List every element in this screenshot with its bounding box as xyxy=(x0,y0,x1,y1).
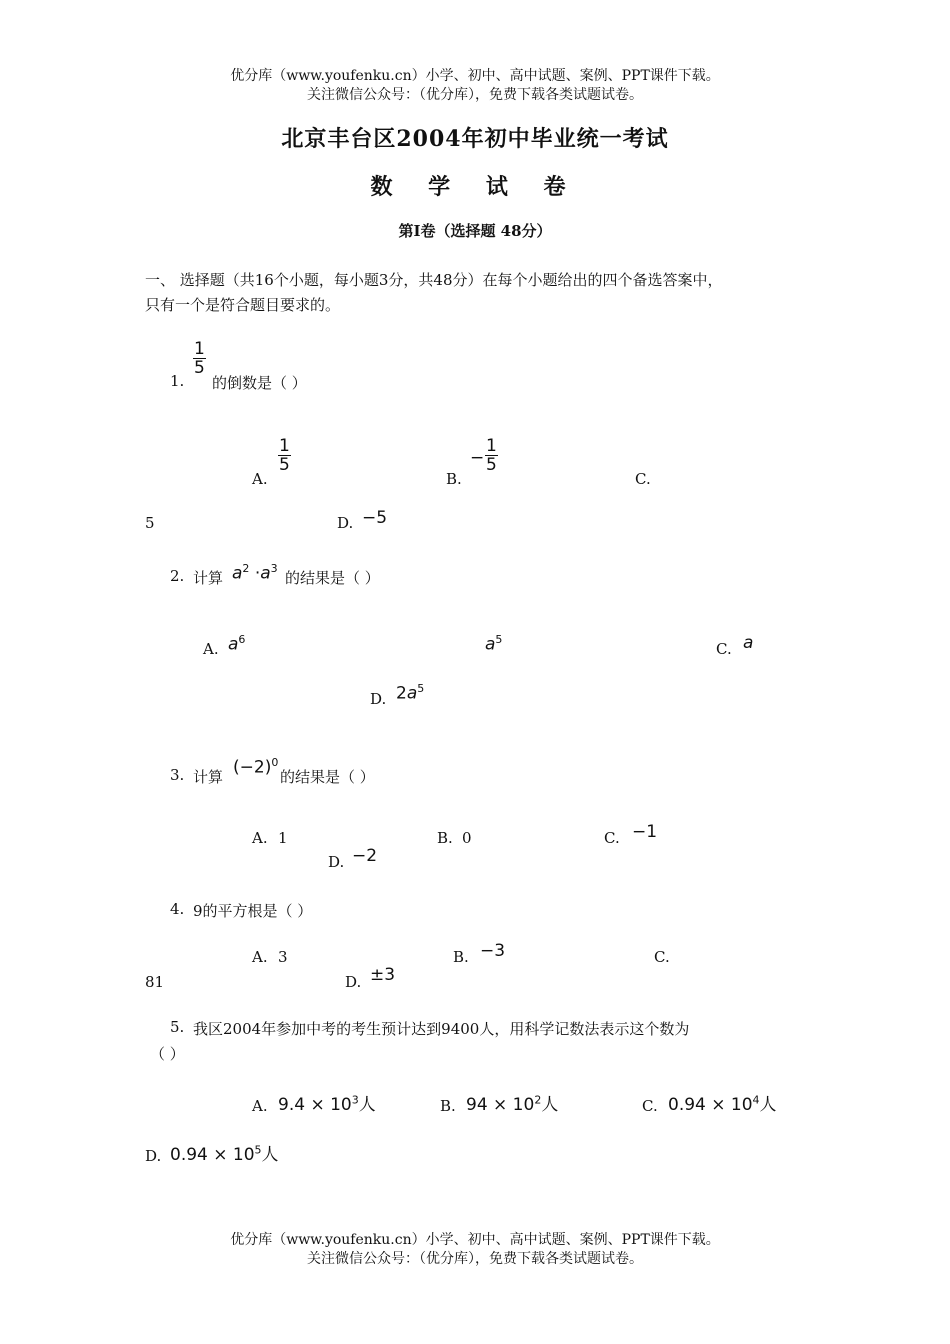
q1-option-b-label: B. xyxy=(446,470,462,488)
q3-option-d-value: −2 xyxy=(352,846,378,866)
section-heading: 第I卷（选择题 48分） xyxy=(398,222,552,240)
q5-option-d-unit: 人 xyxy=(261,1145,279,1165)
q1-fraction-denominator: 5 xyxy=(194,358,205,378)
q4-option-b-label: B. xyxy=(453,948,469,966)
q5-option-d-mantissa: 0.94 × 10 xyxy=(170,1145,255,1165)
q3-option-a-label: A. xyxy=(252,829,268,847)
q1-number: 1. xyxy=(170,372,185,390)
q1-option-a-label: A. xyxy=(252,470,268,488)
q2-option-b-base: a xyxy=(485,634,496,655)
q3-option-c-value: −1 xyxy=(632,822,658,842)
q1-option-d-label: D. xyxy=(337,514,354,532)
q2-option-a-exponent: 6 xyxy=(238,633,246,646)
q1-option-b-fraction xyxy=(485,437,498,474)
q4-number: 4. xyxy=(170,900,185,918)
q2-option-d-label: D. xyxy=(370,690,387,708)
q3-prefix: 计算 xyxy=(193,768,224,786)
q2-expr-power-2: 3 xyxy=(270,562,278,575)
footer-line-2: 关注微信公众号：（优分库），免费下载各类试题试卷。 xyxy=(307,1251,643,1267)
q5-option-b-unit: 人 xyxy=(541,1095,559,1115)
q5-option-c-label: C. xyxy=(642,1097,658,1115)
q5-option-b-exponent: 2 xyxy=(534,1093,542,1107)
exam-title: 北京丰台区2004年初中毕业统一考试 xyxy=(281,126,669,152)
q3-expr-exponent: 0 xyxy=(271,756,279,769)
q1-option-a-denominator: 5 xyxy=(279,455,290,475)
q3-option-b-label: B. xyxy=(437,829,453,847)
q5-option-b-mantissa: 94 × 10 xyxy=(466,1095,535,1115)
q5-option-a-value xyxy=(278,1090,376,1115)
q2-option-a-label: A. xyxy=(203,640,219,658)
q5-option-c-unit: 人 xyxy=(759,1095,777,1115)
q4-option-d-label: D. xyxy=(345,973,362,991)
q4-option-d-value: ±3 xyxy=(370,965,396,985)
q2-option-d-base: a xyxy=(406,683,418,704)
q2-option-a-base: a xyxy=(228,634,239,655)
q1-option-b-sign: − xyxy=(470,448,485,468)
q4-option-c-label: C. xyxy=(654,948,670,966)
footer-line-1: 优分库（www.youfenku.cn）小学、初中、高中试题、案例、PPT课件下载。 xyxy=(230,1232,720,1248)
q5-option-c-exponent: 4 xyxy=(752,1093,760,1107)
q5-option-c-mantissa: 0.94 × 10 xyxy=(668,1095,753,1115)
q4-option-c-value: 81 xyxy=(145,973,165,991)
q2-number: 2. xyxy=(170,567,185,585)
q3-expression xyxy=(233,756,278,778)
q1-fraction-numerator: 1 xyxy=(194,339,205,359)
q1-option-c-label: C. xyxy=(635,470,651,488)
q2-option-d-exponent: 5 xyxy=(417,682,425,695)
instructions-line-1: 一、 选择题（共16个小题，每小题3分，共48分）在每个小题给出的四个备选答案中， xyxy=(145,271,723,289)
q5-option-d-label: D. xyxy=(145,1147,162,1165)
q2-expression xyxy=(232,562,278,584)
q2-expr-base-2: a xyxy=(260,563,271,584)
q3-option-a-value: 1 xyxy=(278,829,288,847)
q5-option-a-exponent: 3 xyxy=(351,1093,359,1107)
q4-option-b-value: −3 xyxy=(480,941,506,961)
q1-fraction xyxy=(193,340,206,377)
q2-option-b-value xyxy=(485,633,502,655)
q2-option-d-value xyxy=(396,682,424,704)
q3-option-c-label: C. xyxy=(604,829,620,847)
q5-option-a-label: A. xyxy=(252,1097,268,1115)
q2-suffix: 的结果是（ ） xyxy=(285,569,380,587)
q1-option-c-value: 5 xyxy=(145,514,155,532)
q5-option-d-value xyxy=(170,1140,279,1165)
header-line-1: 优分库（www.youfenku.cn）小学、初中、高中试题、案例、PPT课件下载。 xyxy=(230,68,720,84)
q5-option-a-mantissa: 9.4 × 10 xyxy=(278,1095,352,1115)
q3-expr-base: (−2) xyxy=(233,757,272,778)
q2-option-b-exponent: 5 xyxy=(495,633,503,646)
q5-option-b-label: B. xyxy=(440,1097,456,1115)
exam-subtitle: 数 学 试 卷 xyxy=(370,174,580,200)
q3-number: 3. xyxy=(170,766,185,784)
q1-option-d-value: −5 xyxy=(362,508,388,528)
header-line-2: 关注微信公众号：（优分库），免费下载各类试题试卷。 xyxy=(307,87,643,103)
q2-option-c-label: C. xyxy=(716,640,732,658)
q2-option-a-value xyxy=(228,633,245,655)
q5-option-c-value xyxy=(668,1090,777,1115)
q1-stem: 的倒数是（ ） xyxy=(212,374,307,392)
q1-option-a-fraction xyxy=(278,437,291,474)
instructions-line-2: 只有一个是符合题目要求的。 xyxy=(145,296,341,314)
q4-option-a-label: A. xyxy=(252,948,268,966)
q5-stem: 我区2004年参加中考的考生预计达到9400人，用科学记数法表示这个数为 xyxy=(193,1020,690,1038)
q3-option-b-value: 0 xyxy=(462,829,472,847)
q5-answer-paren: （ ） xyxy=(150,1045,185,1063)
q4-stem: 9的平方根是（ ） xyxy=(193,902,313,920)
q1-option-a-numerator: 1 xyxy=(279,436,290,456)
q1-option-b-numerator: 1 xyxy=(486,436,497,456)
q2-prefix: 计算 xyxy=(193,569,224,587)
q4-option-a-value: 3 xyxy=(278,948,288,966)
q2-option-d-coefficient: 2 xyxy=(396,683,407,704)
q3-option-d-label: D. xyxy=(328,853,345,871)
q2-option-c-value: a xyxy=(743,633,754,653)
q2-expr-power-1: 2 xyxy=(242,562,250,575)
q1-option-b-denominator: 5 xyxy=(486,455,497,475)
q2-expr-base-1: a xyxy=(232,563,243,584)
q5-option-b-value xyxy=(466,1090,558,1115)
q5-option-d-exponent: 5 xyxy=(254,1143,262,1157)
q2-expr-dot: · xyxy=(254,563,261,584)
q3-suffix: 的结果是（ ） xyxy=(280,768,375,786)
q5-option-a-unit: 人 xyxy=(358,1095,376,1115)
q5-number: 5. xyxy=(170,1018,185,1036)
